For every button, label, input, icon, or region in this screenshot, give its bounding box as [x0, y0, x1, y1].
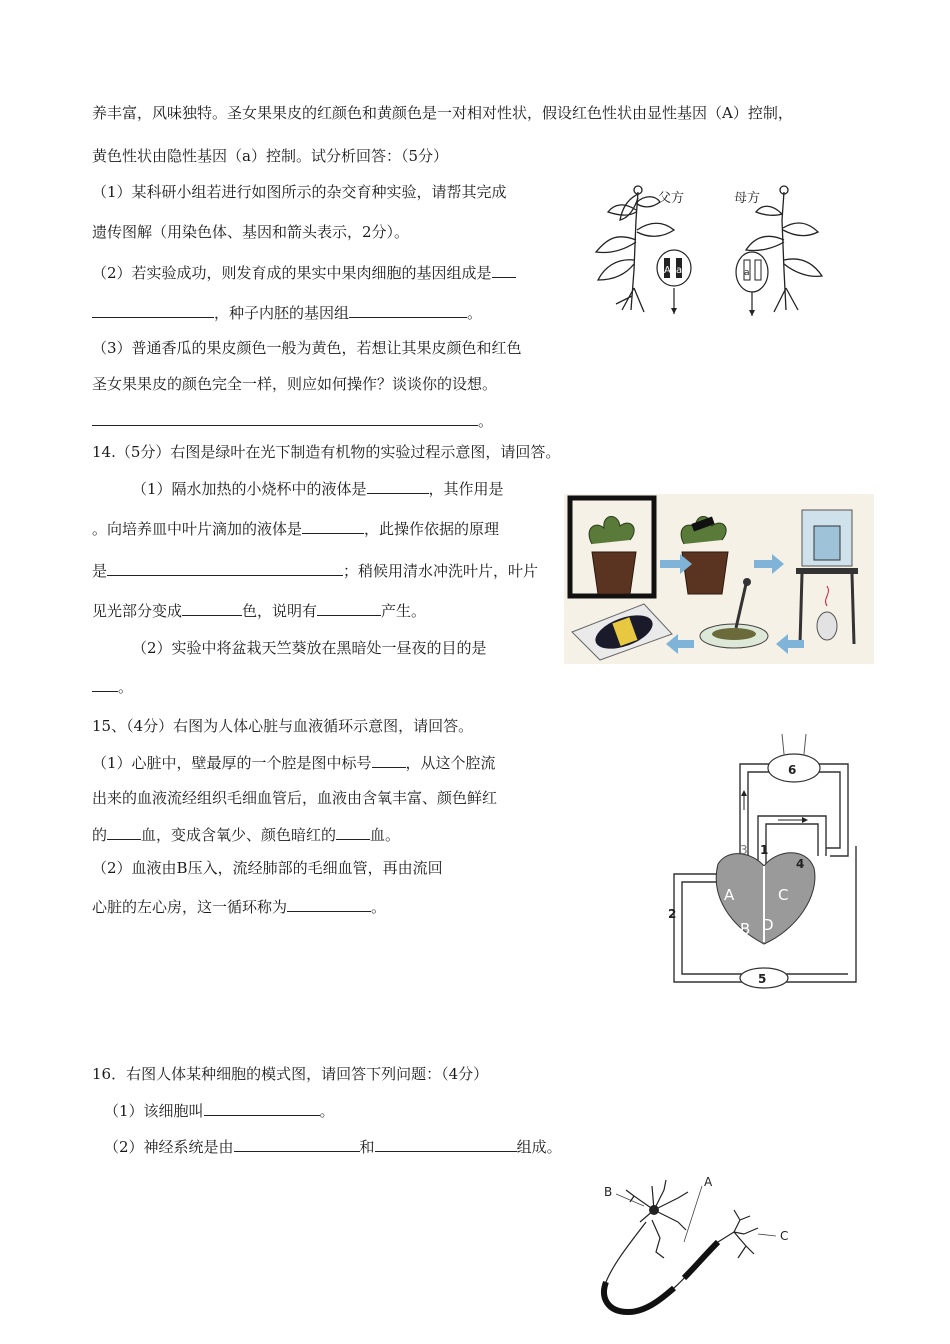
- gene-label-A: A: [664, 265, 671, 276]
- answer-blank[interactable]: [367, 478, 429, 494]
- q15-line-3: [92, 824, 400, 845]
- photosynthesis-experiment-figure: [564, 494, 874, 664]
- father-label: 父方: [658, 191, 685, 206]
- gene-label-a: a: [676, 265, 683, 276]
- q13-part2-text: （2）若实验成功，则发育成的果实中果肉细胞的基因组成是: [92, 264, 492, 282]
- q13-part2-line2: [92, 302, 482, 323]
- q15-text: 。: [371, 898, 387, 916]
- heart-label-A: A: [724, 886, 735, 904]
- q15-text: （1）心脏中，壁最厚的一个腔是图中标号: [92, 754, 372, 772]
- neuron-label-A: A: [704, 1175, 713, 1189]
- q16-text: 和: [359, 1138, 375, 1156]
- heart-label-C: C: [778, 886, 789, 904]
- q13-part3-line1: （3）普通香瓜的果皮颜色一般为黄色，若想让其果皮颜色和红色: [92, 339, 522, 357]
- q14-text: 产生。: [381, 602, 427, 620]
- q13-part1-line2: 遗传图解（用染色体、基因和箭头表示，2分）。: [92, 223, 410, 241]
- q14-text: （1）隔水加热的小烧杯中的液体是: [132, 480, 367, 498]
- period: 。: [478, 412, 494, 430]
- q13-part1-line1: （1）某科研小组若进行如图所示的杂交育种实验，请帮其完成: [92, 183, 507, 201]
- heart-label-1: 1: [760, 843, 769, 857]
- q15-line-5: [92, 896, 386, 917]
- q14-text: 。向培养皿中叶片滴加的液体是: [92, 520, 303, 538]
- answer-blank[interactable]: [92, 410, 478, 426]
- neuron-label-B: B: [604, 1185, 613, 1199]
- intro-line-2: 黄色性状由隐性基因（a）控制。试分析回答：（5分）: [92, 147, 448, 165]
- q13-part3-line2: 圣女果果皮的颜色完全一样，则应如何操作？谈谈你的设想。: [92, 375, 498, 393]
- q14-line-2: [92, 518, 499, 539]
- q14-text: ，此操作依据的原理: [364, 520, 500, 538]
- answer-blank[interactable]: [349, 302, 467, 318]
- q13-part3-line3: [92, 410, 493, 431]
- q14-title: 14.（5分）右图是绿叶在光下制造有机物的实验过程示意图，请回答。: [92, 443, 561, 461]
- answer-blank[interactable]: [302, 518, 364, 534]
- q15-text: 心脏的左心房，这一循环称为: [92, 898, 288, 916]
- answer-blank[interactable]: [92, 302, 214, 318]
- heart-label-B: B: [740, 920, 751, 938]
- answer-blank[interactable]: [287, 896, 371, 912]
- mother-label: 母方: [734, 191, 761, 206]
- heart-circulation-figure: [666, 730, 862, 992]
- answer-blank[interactable]: [336, 824, 370, 840]
- heart-label-3: 3: [740, 843, 748, 857]
- q15-line-4: （2）血液由B压入，流经肺部的毛细血管，再由流回: [92, 859, 443, 877]
- answer-blank[interactable]: [492, 262, 516, 278]
- q15-text: 血。: [370, 826, 401, 844]
- q14-line-4: [92, 600, 426, 621]
- neuron-label-C: C: [780, 1229, 789, 1243]
- q14-text: ，其作用是: [428, 480, 504, 498]
- q16-text: 组成。: [516, 1138, 562, 1156]
- q16-text: 。: [319, 1102, 335, 1120]
- answer-blank[interactable]: [317, 600, 381, 616]
- q14-text: ；稍候用清水冲洗叶片，叶片: [343, 562, 539, 580]
- q14-line-6: [92, 676, 133, 697]
- intro-line-1: 养丰富，风味独特。圣女果果皮的红颜色和黄颜色是一对相对性状，假设红色性状由显性基因（A）控制，: [92, 104, 793, 122]
- q16-line-1: [104, 1100, 335, 1121]
- answer-blank[interactable]: [372, 752, 406, 768]
- heart-label-4: 4: [796, 857, 805, 871]
- q13-part2-line1: [92, 262, 516, 283]
- q14-text: 见光部分变成: [92, 602, 183, 620]
- neuron-figure: [594, 1172, 804, 1328]
- q15-text: 血，变成含氧少、颜色暗红的: [141, 826, 337, 844]
- q14-text: 色，说明有: [242, 602, 318, 620]
- q14-line-5: （2）实验中将盆栽天竺葵放在黑暗处一昼夜的目的是: [132, 639, 487, 657]
- heart-label-2: 2: [668, 907, 677, 921]
- answer-blank[interactable]: [375, 1136, 517, 1152]
- svg-text:a: a: [744, 268, 750, 278]
- q16-title: 16．右图人体某种细胞的模式图，请回答下列问题：（4分）: [92, 1065, 489, 1083]
- q14-line-1: [132, 478, 504, 499]
- q15-text: 的: [92, 826, 108, 844]
- q15-line-2: 出来的血液流经组织毛细血管后，血液由含氧丰富、颜色鲜红: [92, 789, 498, 807]
- q15-text: ，从这个腔流: [405, 754, 496, 772]
- q14-line-3: [92, 560, 538, 581]
- q15-title: 15、（4分）右图为人体心脏与血液循环示意图，请回答。: [92, 717, 474, 735]
- q16-line-2: [104, 1136, 562, 1157]
- answer-blank[interactable]: [204, 1100, 320, 1116]
- q15-line-1: [92, 752, 496, 773]
- q13-part2-text-embryo: ，种子内胚的基因组: [214, 304, 350, 322]
- answer-blank[interactable]: [107, 560, 343, 576]
- answer-blank[interactable]: [107, 824, 141, 840]
- cross-breeding-figure: [586, 180, 832, 320]
- q14-text: 是: [92, 562, 108, 580]
- answer-blank[interactable]: [182, 600, 242, 616]
- answer-blank[interactable]: [92, 676, 118, 692]
- heart-label-5: 5: [758, 972, 767, 986]
- period: 。: [467, 304, 483, 322]
- q16-text: （2）神经系统是由: [104, 1138, 234, 1156]
- answer-blank[interactable]: [234, 1136, 360, 1152]
- period: 。: [118, 678, 134, 696]
- heart-label-6: 6: [788, 763, 797, 777]
- q16-text: （1）该细胞叫: [104, 1102, 204, 1120]
- heart-label-D: D: [762, 916, 774, 934]
